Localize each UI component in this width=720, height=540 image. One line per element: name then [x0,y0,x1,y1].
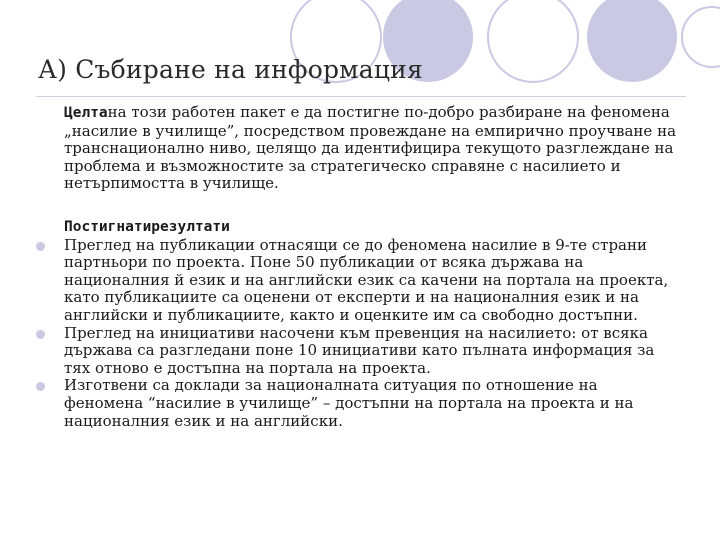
slide-content [60,104,680,430]
bullet-icon [36,242,45,251]
list-item [60,325,680,378]
results-list [60,237,680,431]
list-item [60,377,680,430]
bullet-icon [36,330,45,339]
slide-title: А) Събиране на информация [38,55,424,84]
bullet-icon [36,382,45,391]
goal-text: на този работен пакет е да постигне по-добро разбиране на феномена „насилие в училище”, посредством провеждане на емпирично проучване на транснационално ниво, целящо да идентифицира текущото разглеждане на проблема и възможностите за стратегическо справяне с насилието и нетърпимостта в училище. [64,103,677,193]
circle-filled-2 [587,0,677,82]
bullet-text: Преглед на публикации отнасящи се до феномена насилие в 9-те страни партньори по проекта. Поне 50 публикации от всяка държава на националния й език и на английски език са качени на портала на проекта, като публикациите са оценени от експерти и на националния език и на английски и публикациите, както и оценките им са свободно достъпни. [64,235,669,324]
bullet-text: Преглед на инициативи насочени към превенция на насилието: от всяка държава са разгледани поне 10 инициативи като пълната информация за тях отново е достъпна на портала на проекта. [64,323,655,377]
results-heading: Постигнатирезултати [64,218,230,235]
circle-outline-3 [682,7,720,67]
goal-paragraph [60,104,680,193]
circle-outline-2 [488,0,578,82]
bullet-text: Изготвени са доклади за националната ситуация по отношение на феномена “насилие в училище” – достъпни на портала на проекта и на националния език и на английски. [64,376,634,430]
title-divider [36,96,686,97]
goal-lead: Целта [64,105,108,121]
list-item [60,237,680,325]
